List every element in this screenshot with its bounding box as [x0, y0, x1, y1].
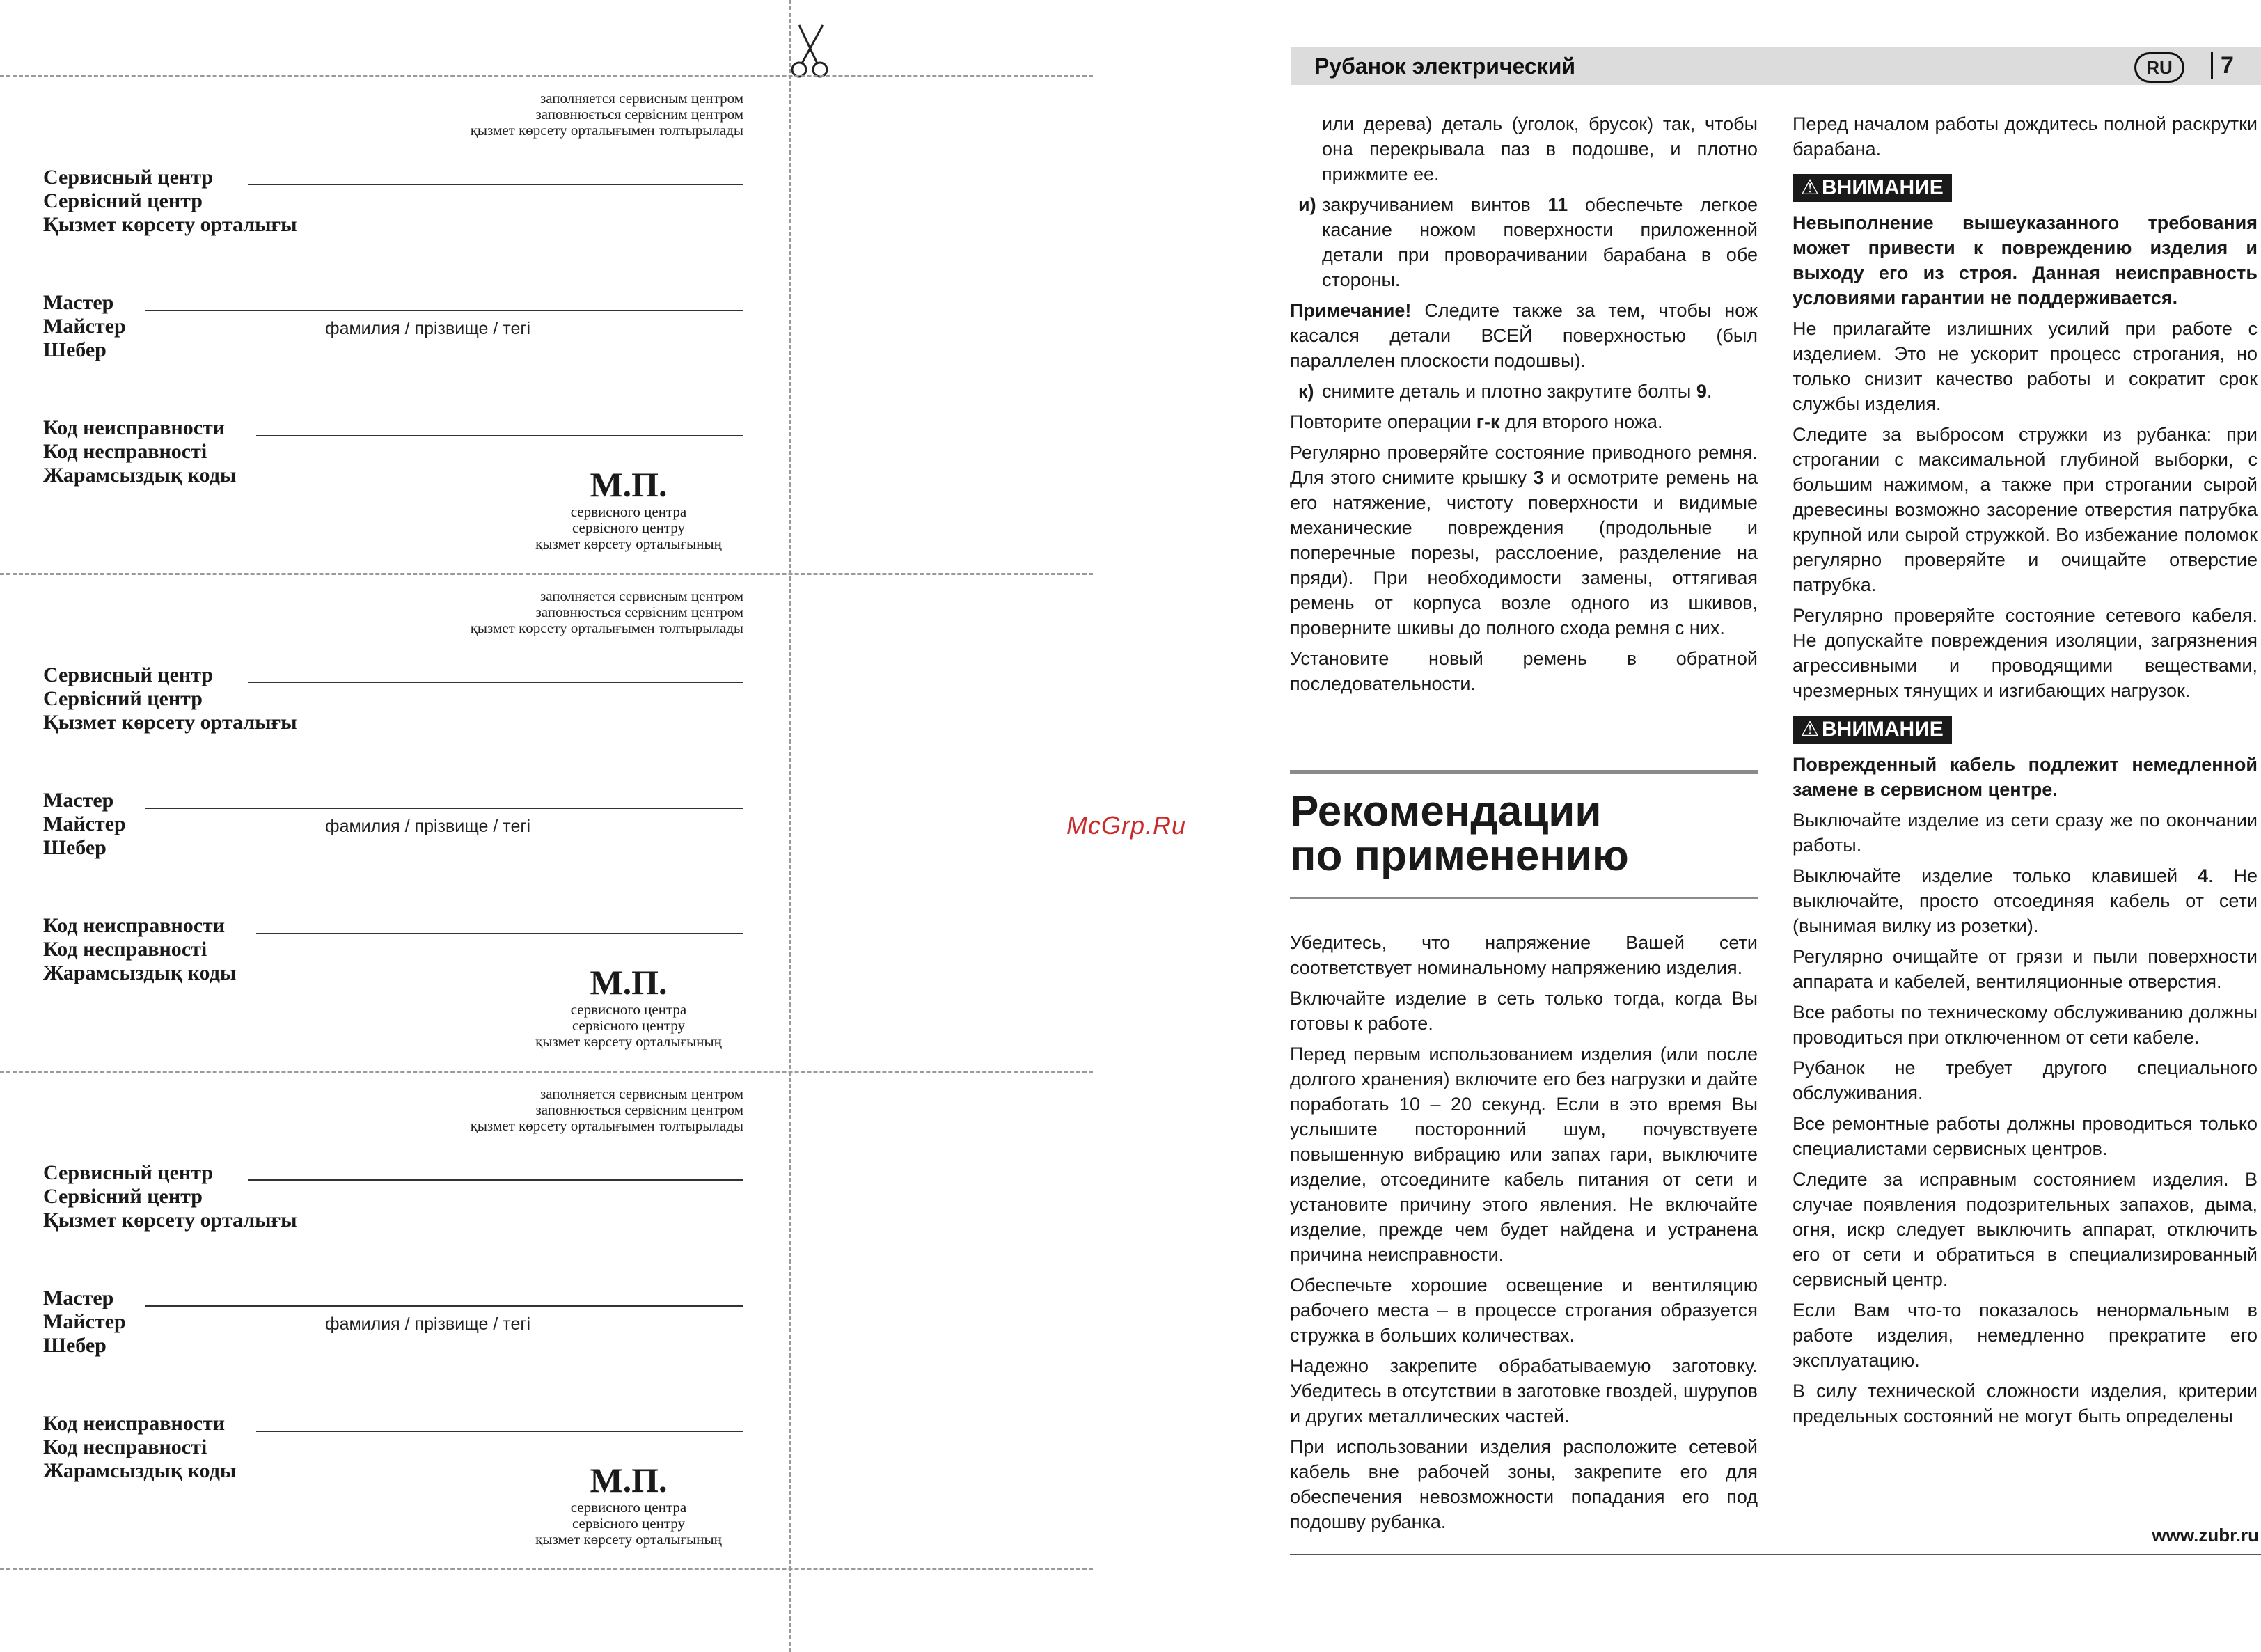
header-divider [2211, 52, 2213, 79]
text-column-1 [1290, 111, 1758, 702]
name-hint: фамилия / прізвище / тегі [325, 319, 531, 338]
warning-triangle-icon: ⚠ [1800, 718, 1820, 741]
paragraph: В силу технической сложности изделия, критерии предельных состояний не могут быть определены [1793, 1380, 2258, 1426]
paragraph: Регулярно очищайте от грязи и пыли поверхности аппарата и кабелей, вентиляционные отверстия. [1793, 946, 2258, 992]
paragraph: Все работы по техническому обслуживанию должны проводиться при отключенном от сети кабеле. [1793, 1002, 2258, 1048]
fault-code-label: Код неисправности Код несправності Жарамсыздық коды [43, 416, 237, 487]
stamp-area: М.П. сервисного центра сервісного центру қызмет көрсету орталығының [535, 963, 722, 1050]
paragraph: Все ремонтные работы должны проводиться только специалистами сервисных центров. [1793, 1113, 2258, 1159]
warning-triangle-icon: ⚠ [1800, 176, 1820, 199]
master-label: Мастер Майстер Шебер [43, 789, 126, 859]
service-center-label: Сервисный центр Сервісний центр Қызмет көрсету орталығы [43, 1161, 297, 1232]
paragraph: Следите за исправным состоянием изделия. В случае появления подозрительных запахов, дыма, огня, искр следует выключить аппарат, отключить его от сети и обратиться в специализированный сервисный центр. [1793, 1169, 2258, 1290]
warranty-coupon-3 [0, 1071, 789, 1568]
recommendations-column [1290, 930, 1758, 1540]
paragraph: Надежно закрепите обрабатываемую заготовку. Убедитесь в отсутствии в заготовке гвоздей, шурупов и других металлических частей. [1290, 1355, 1758, 1426]
coupon-note: заполняется сервисным центром заповнюється сервісним центром қызмет көрсету орталығымен толтырылады [470, 1085, 743, 1134]
paragraph: Рубанок не требует другого специального обслуживания. [1793, 1057, 2258, 1103]
watermark-text: McGrp.Ru [1066, 811, 1187, 840]
name-hint: фамилия / прізвище / тегі [325, 817, 531, 836]
fault-code-field[interactable] [256, 933, 743, 934]
note-paragraph: Примечание! Следите также за тем, чтобы нож касался детали ВСЕЙ поверхностью (был параллелен плоскости подошвы). [1290, 300, 1758, 371]
paragraph: Установите новый ремень в обратной последовательности. [1290, 648, 1758, 694]
cut-line-vertical [789, 0, 791, 1652]
coupon-note: заполняется сервисным центром заповнюється сервісним центром қызмет көрсету орталығымен толтырылады [470, 90, 743, 139]
warning-text: Невыполнение вышеуказанного требования может привести к повреждению изделия и выходу его из строя. Данная неисправность условиями гарантии не поддерживается. [1793, 212, 2258, 308]
stamp-area: М.П. сервисного центра сервісного центру қызмет көрсету орталығының [535, 465, 722, 552]
paragraph: Убедитесь, что напряжение Вашей сети соответствует номинальному напряжению изделия. [1290, 932, 1758, 978]
paragraph: Обеспечьте хорошие освещение и вентиляцию рабочего места – в процессе строгания образуется стружка в больших количествах. [1290, 1275, 1758, 1346]
warranty-coupon-1 [0, 75, 789, 573]
list-item-i: и) закручиванием винтов 11 обеспечьте легкое касание ножом поверхности приложенной детали при проворачивании барабана в обе стороны. [1298, 194, 1758, 290]
paragraph: Если Вам что-то показалось ненормальным в работе изделия, немедленно прекратите его эксплуатацию. [1793, 1300, 2258, 1371]
paragraph: Повторите операции г-к для второго ножа. [1290, 411, 1663, 432]
scissors-icon [787, 19, 835, 82]
warning-badge: ⚠ ВНИМАНИЕ [1793, 174, 1952, 202]
service-center-label: Сервисный центр Сервісний центр Қызмет көрсету орталығы [43, 166, 297, 236]
master-field[interactable] [145, 1305, 743, 1307]
master-label: Мастер Майстер Шебер [43, 1287, 126, 1357]
footer-url-link[interactable]: www.zubr.ru [2152, 1525, 2259, 1545]
paragraph: Следите за выбросом стружки из рубанка: при строгании с максимальной глубиной выборки, с большим нажимом, а также при строгании сырой древесины возможно засорение отверстия патрубка крупной или сырой стружкой. Во избежание поломок регулярно проверяйте и очищайте отверстие патрубка. [1793, 424, 2258, 595]
text-column-2 [1793, 111, 2258, 1434]
service-center-label: Сервисный центр Сервісний центр Қызмет көрсету орталығы [43, 663, 297, 734]
language-badge: RU [2134, 52, 2184, 83]
page-number: 7 [2221, 52, 2234, 79]
page-title: Рубанок электрический [1314, 54, 1576, 79]
paragraph: Выключайте изделие только клавишей 4. Не выключайте, просто отсоединяя кабель от сети (вынимая вилку из розетки). [1793, 865, 2258, 936]
paragraph: или дерева) деталь (уголок, брусок) так, чтобы она перекрывала паз в подошве, и плотно прижмите ее. [1322, 113, 1758, 184]
paragraph: Включайте изделие в сеть только тогда, когда Вы готовы к работе. [1290, 988, 1758, 1034]
paragraph: Регулярно проверяйте состояние приводного ремня. Для этого снимите крышку 3 и осмотрите ремень на его натяжение, чистоту поверхности и видимые механические повреждения (продольные и поперечные порезы, расслоение, разделение на пряди). При необходимости замены, оттягивая ремень от корпуса возле одного из шкивов, проверните шкивы до полного схода ремня с них. [1290, 442, 1758, 638]
warning-text: Поврежденный кабель подлежит немедленной замене в сервисном центре. [1793, 754, 2258, 800]
service-center-field[interactable] [248, 1179, 743, 1181]
section-rule-bottom [1290, 897, 1758, 899]
list-item-k: к) снимите деталь и плотно закрутите болты 9. [1298, 381, 1712, 402]
master-label: Мастер Майстер Шебер [43, 291, 126, 361]
fault-code-label: Код неисправности Код несправності Жарамсыздық коды [43, 1412, 237, 1482]
service-center-field[interactable] [248, 682, 743, 683]
paragraph: Выключайте изделие из сети сразу же по окончании работы. [1793, 810, 2258, 856]
coupon-note: заполняется сервисным центром заповнюється сервісним центром қызмет көрсету орталығымен толтырылады [470, 588, 743, 636]
fault-code-label: Код неисправности Код несправності Жарамсыздық коды [43, 914, 237, 984]
service-center-field[interactable] [248, 184, 743, 185]
master-field[interactable] [145, 310, 743, 311]
paragraph: Не прилагайте излишних усилий при работе с изделием. Это не ускорит процесс строгания, но только снизит качество работы и сократит срок службы изделия. [1793, 318, 2258, 414]
footer-rule [1290, 1554, 2261, 1555]
warranty-coupon-2 [0, 573, 789, 1071]
master-field[interactable] [145, 808, 743, 809]
paragraph: Перед первым использованием изделия (или после долгого хранения) включите его без нагрузки и дайте поработать 10 – 20 секунд. Если в это время Вы услышите посторонний шум, почувствуете повышенную вибрацию или запах гари, выключите изделие, отсоедините кабель питания от сети и установите причину этого явления. Не включайте изделие, прежде чем будет найдена и устранена причина неисправности. [1290, 1044, 1758, 1265]
name-hint: фамилия / прізвище / тегі [325, 1314, 531, 1334]
paragraph: Перед началом работы дождитесь полной раскрутки барабана. [1793, 113, 2258, 159]
section-rule-top [1290, 770, 1758, 774]
warning-badge: ⚠ ВНИМАНИЕ [1793, 716, 1952, 744]
paragraph: Регулярно проверяйте состояние сетевого кабеля. Не допускайте повреждения изоляции, загрязнения агрессивными и проводящими веществами, чрезмерных тянущих и изгибающих нагрузок. [1793, 605, 2258, 701]
fault-code-field[interactable] [256, 1431, 743, 1432]
section-title: Рекомендации по применению [1290, 787, 1629, 880]
stamp-area: М.П. сервисного центра сервісного центру қызмет көрсету орталығының [535, 1461, 722, 1548]
fault-code-field[interactable] [256, 435, 743, 436]
paragraph: При использовании изделия расположите сетевой кабель вне рабочей зоны, закрепите его для обеспечения невозможности попадания его под подошву рубанка. [1290, 1436, 1758, 1532]
